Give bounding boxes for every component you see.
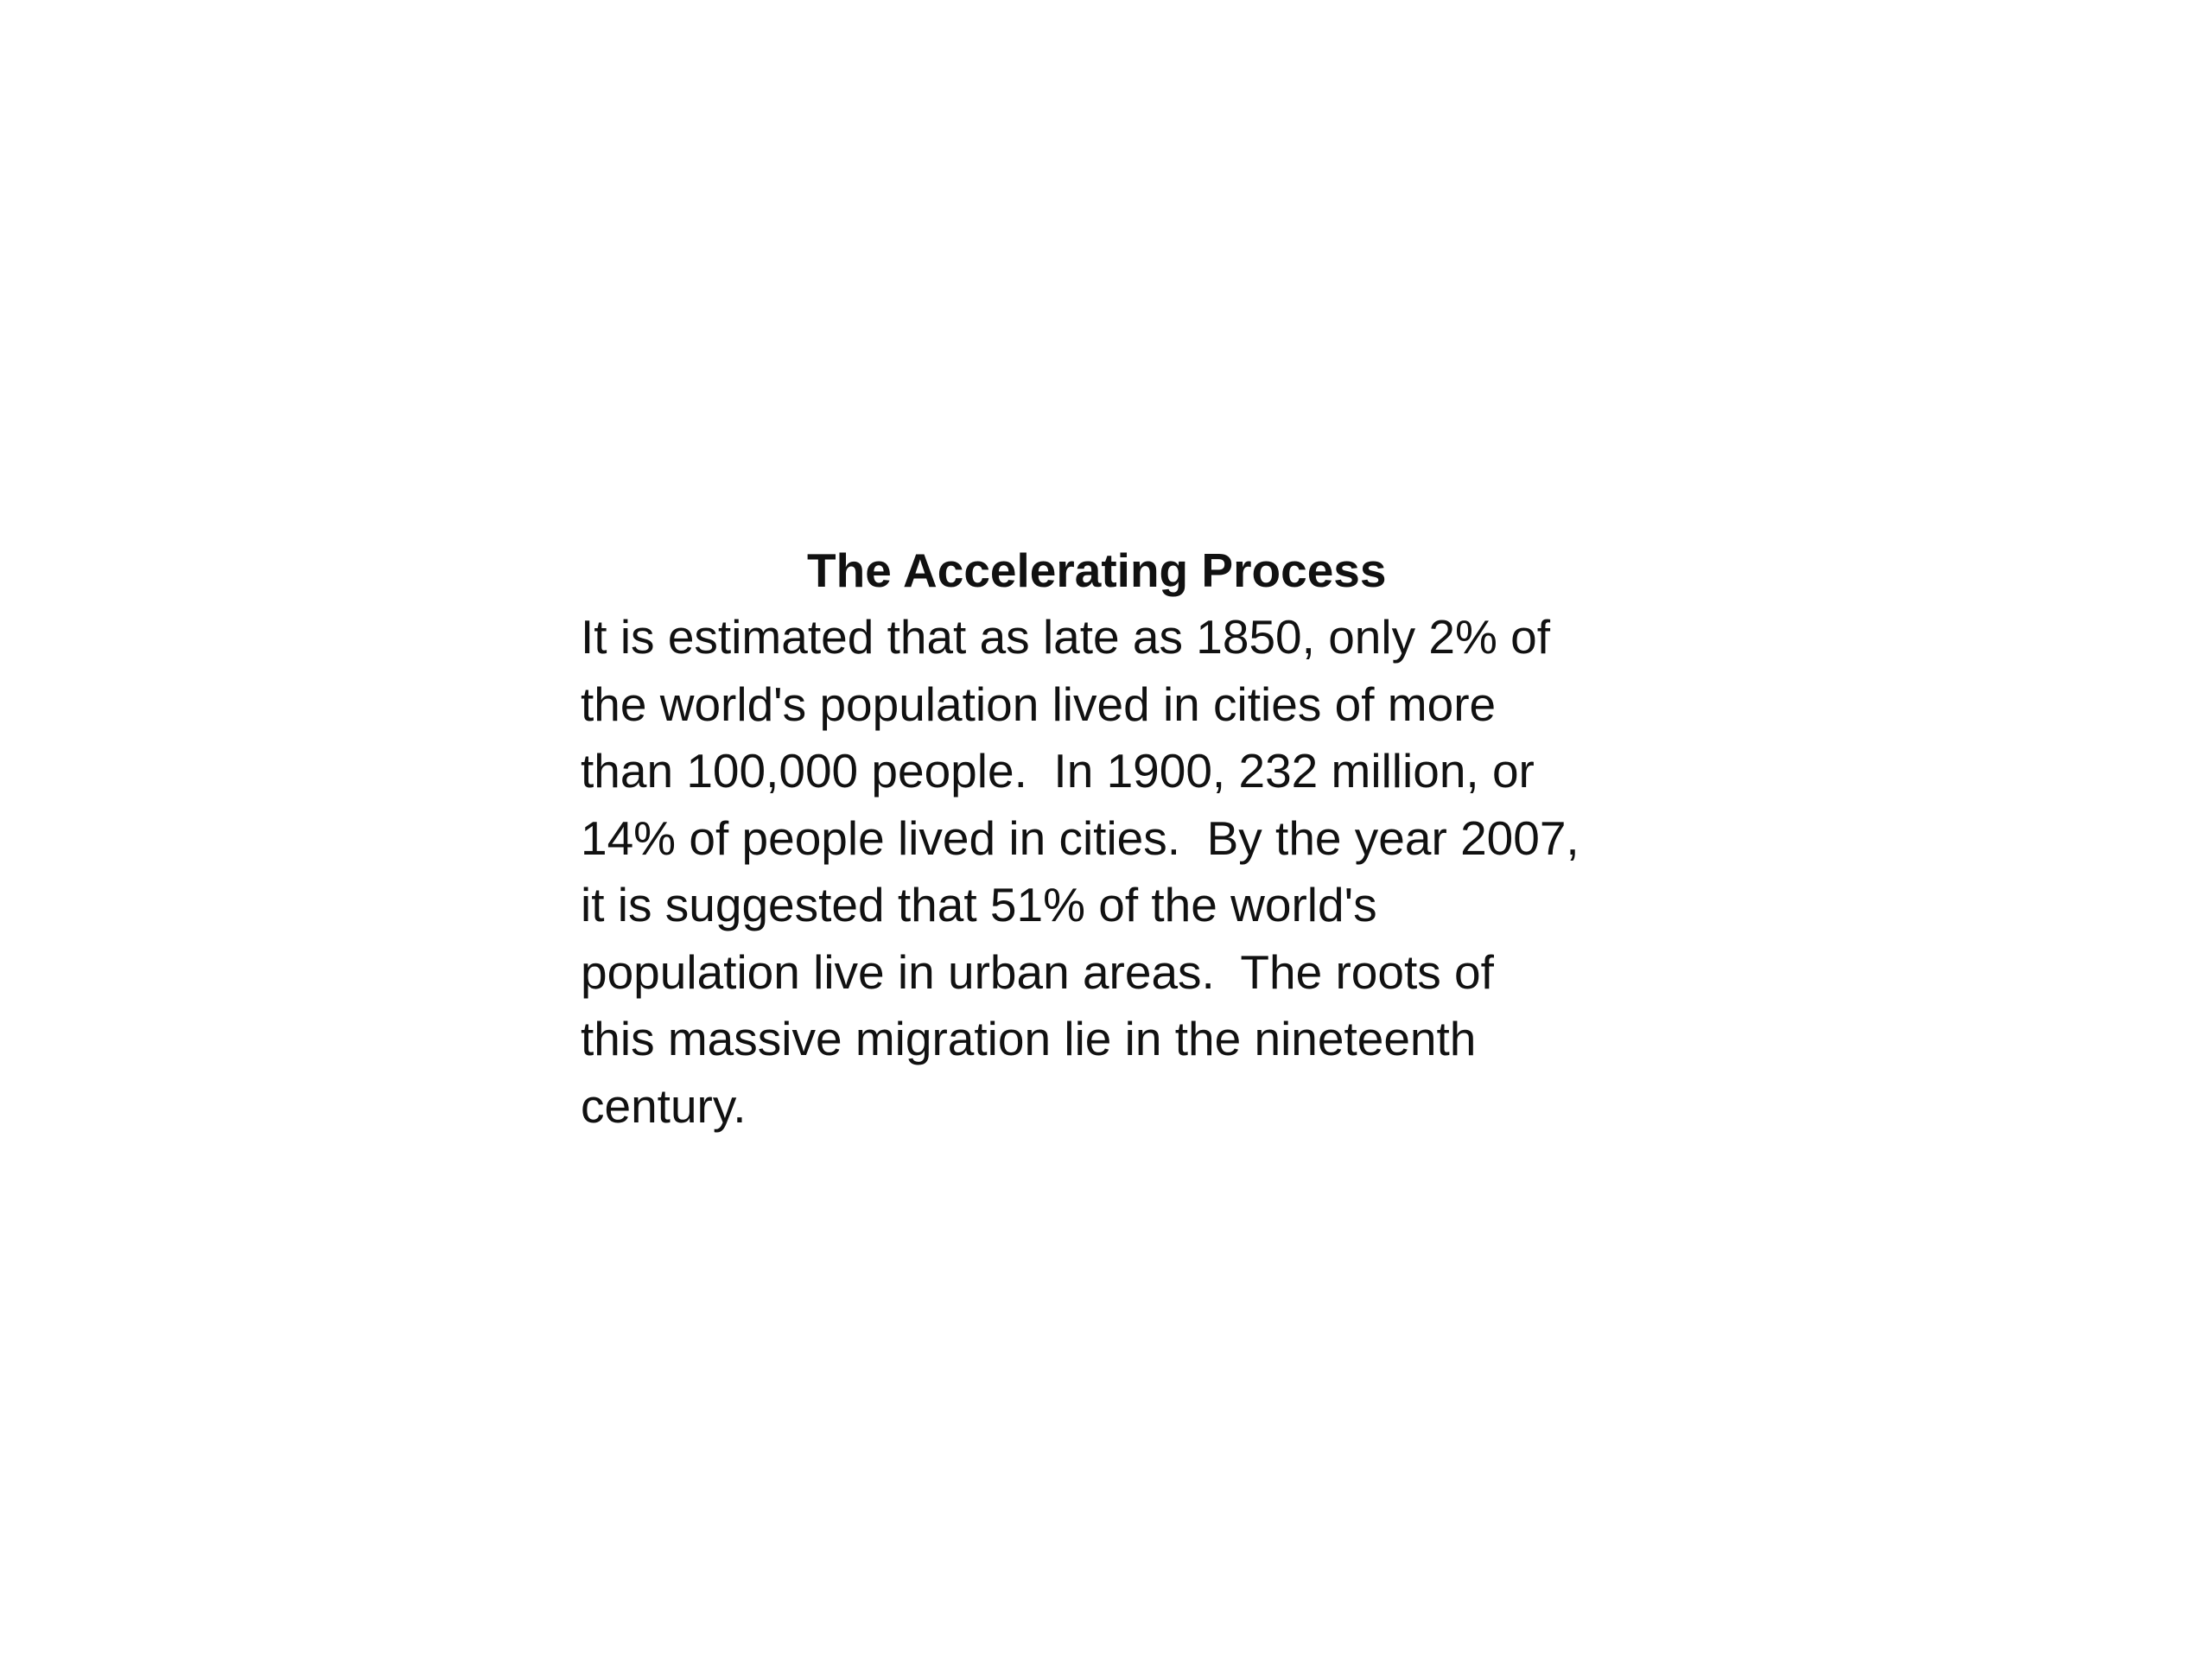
body-line: the world's population lived in cities of more [581,677,1497,731]
body-line: this massive migration lie in the nineteenth [581,1012,1477,1065]
body-line: population live in urban areas. The roots of [581,944,1494,999]
text-block [581,537,1704,1140]
slide-title: The Accelerating Process [807,543,1387,597]
body-line: than 100,000 people. In 1900, 232 million, or [581,744,1535,798]
body-line: century. [581,1078,747,1133]
body-text [581,604,1704,1140]
body-line: It is estimated that as late as 1850, only 2% of [581,610,1551,664]
body-line: 14% of people lived in cities. By the year 2007, [581,810,1580,865]
body-line: it is suggested that 51% of the world's [581,878,1377,931]
